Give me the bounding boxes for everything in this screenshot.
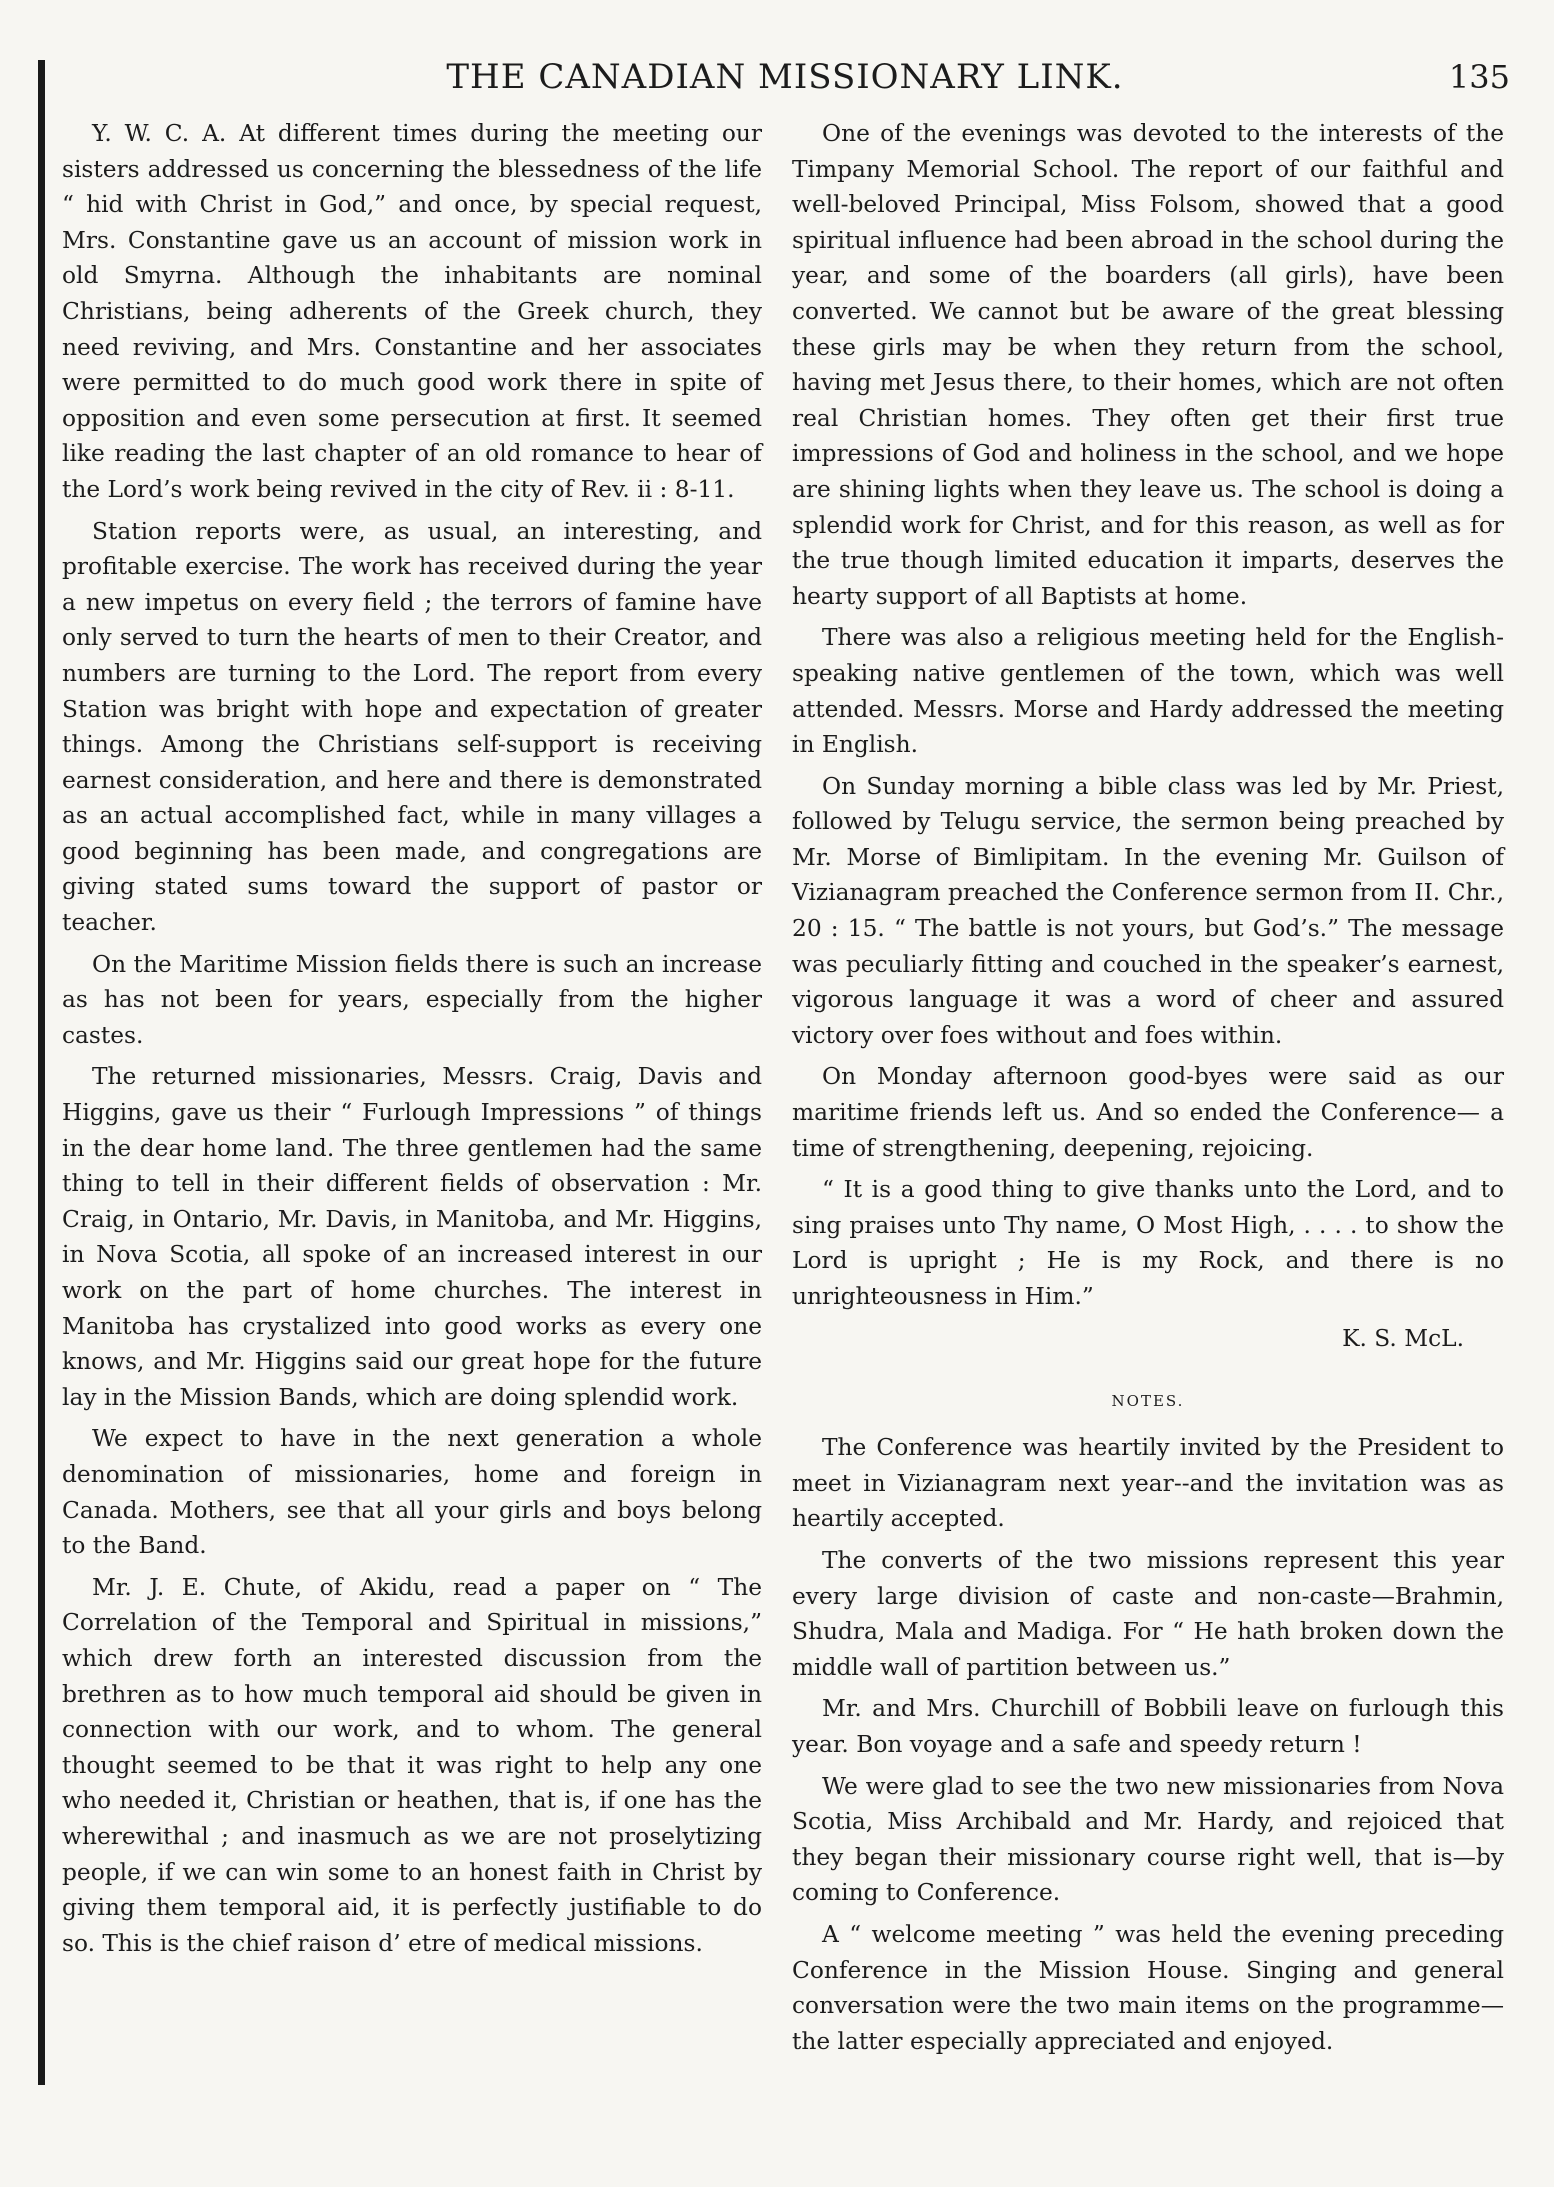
author-signature: K. S. McL. (1342, 1324, 1464, 1352)
paragraph: Station reports were, as usual, an interesting, and profitable exercise. The work has received during the year a new impetus on every field ; the terrors of famine have only served to turn the hearts of men to their Creator, and numbers are turning to the Lord. The report from every Station was bright with hope and expectation of greater things. Among the Christians self-support is receiving earnest consideration, and here and there is demonstrated as an actual accomplished fact, while in many villages a good beginning has been made, and congregations are giving stated sums toward the support of pastor or teacher. (62, 517, 762, 937)
note-paragraph: The converts of the two missions represent this year every large division of caste and non-caste—Brahmin, Shudra, Mala and Madiga. For “ He hath broken down the middle wall of partition between us.” (792, 1546, 1504, 1681)
note-paragraph: Mr. and Mrs. Churchill of Bobbili leave on furlough this year. Bon voyage and a safe and speedy return ! (792, 1695, 1504, 1758)
paragraph: On Sunday morning a bible class was led by Mr. Priest, followed by Telugu service, the sermon being preached by Mr. Morse of Bimlipitam. In the evening Mr. Guilson of Vizianagram preached the Conference sermon from II. Chr., 20 : 15. “ The battle is not yours, but God’s.” The message was peculiarly fitting and couched in the speaker’s earnest, vigorous language it was a word of cheer and assured victory over foes without and foes within. (792, 772, 1504, 1049)
page-header (60, 55, 1510, 115)
notes-heading: NOTES. (1111, 1392, 1185, 1411)
paragraph: On the Maritime Mission fields there is such an increase as has not been for years, especially from the higher castes. (62, 950, 762, 1049)
note-paragraph: The Conference was heartily invited by the President to meet in Vizianagram next year--and the invitation was as heartily accepted. (792, 1434, 1504, 1533)
paragraph: We expect to have in the next generation a whole denomination of missionaries, home and foreign in Canada. Mothers, see that all your girls and boys belong to the Band. (62, 1425, 762, 1560)
right-column (792, 116, 1504, 2065)
paragraph: Y. W. C. A. At different times during the meeting our sisters addressed us concerning the blessedness of the life “ hid with Christ in God,” and once, by special request, Mrs. Constantine gave us an account of mission work in old Smyrna. Although the inhabitants are nominal Christians, being adherents of the Greek church, they need reviving, and Mrs. Constantine and her associates were permitted to do much good work there in spite of opposition and even some persecution at first. It seemed like reading the last chapter of an old romance to hear of the Lord’s work being revived in the city of Rev. ii : 8-11. (62, 120, 762, 503)
paragraph: There was also a religious meeting held for the English-speaking native gentlemen of the town, which was well attended. Messrs. Morse and Hardy addressed the meeting in English. (792, 624, 1504, 759)
left-column (62, 116, 762, 1967)
note-paragraph: We were glad to see the two new missionaries from Nova Scotia, Miss Archibald and Mr. Hardy, and rejoiced that they began their missionary course right well, that is—by coming to Conference. (792, 1772, 1504, 1907)
quotation-paragraph: “ It is a good thing to give thanks unto the Lord, and to sing praises unto Thy name, O Most High, . . . . to show the Lord is upright ; He is my Rock, and there is no unrighteousness in Him.” (792, 1176, 1504, 1310)
paragraph: Mr. J. E. Chute, of Akidu, read a paper on “ The Correlation of the Temporal and Spiritual in missions,” which drew forth an interested discussion from the brethren as to how much temporal aid should be given in connection with our work, and to whom. The general thought seemed to be that it was right to help any one who needed it, Christian or heathen, that is, if one has the wherewithal ; and inasmuch as we are not proselytizing people, if we can win some to an honest faith in Christ by giving them temporal aid, it is perfectly justifiable to do so. This is the chief raison d’ etre of medical missions. (62, 1573, 762, 1957)
page-number: 135 (1448, 58, 1510, 96)
binding-edge-rule (38, 60, 45, 2085)
running-title: THE CANADIAN MISSIONARY LINK. (446, 57, 1124, 97)
paragraph: The returned missionaries, Messrs. Craig, Davis and Higgins, gave us their “ Furlough Impressions ” of things in the dear home land. The three gentlemen had the same thing to tell in their different fields of observation : Mr. Craig, in Ontario, Mr. Davis, in Manitoba, and Mr. Higgins, in Nova Scotia, all spoke of an increased interest in our work on the part of home churches. The interest in Manitoba has crystalized into good works as every one knows, and Mr. Higgins said our great hope for the future lay in the Mission Bands, which are doing splendid work. (62, 1063, 762, 1411)
paragraph: One of the evenings was devoted to the interests of the Timpany Memorial School. The report of our faithful and well-beloved Principal, Miss Folsom, showed that a good spiritual influence had been abroad in the school during the year, and some of the boarders (all girls), have been converted. We cannot but be aware of the great blessing these girls may be when they return from the school, having met Jesus there, to their homes, which are not often real Christian homes. They often get their first true impressions of God and holiness in the school, and we hope are shining lights when they leave us. The school is doing a splendid work for Christ, and for this reason, as well as for the true though limited education it imparts, deserves the hearty support of all Baptists at home. (792, 120, 1504, 610)
note-paragraph: A “ welcome meeting ” was held the evening preceding Conference in the Mission House. Singing and general conversation were the two main items on the programme— the latter especially appreciated and enjoyed. (792, 1920, 1504, 2055)
paragraph: On Monday afternoon good-byes were said as our maritime friends left us. And so ended the Conference— a time of strengthening, deepening, rejoicing. (792, 1063, 1504, 1162)
